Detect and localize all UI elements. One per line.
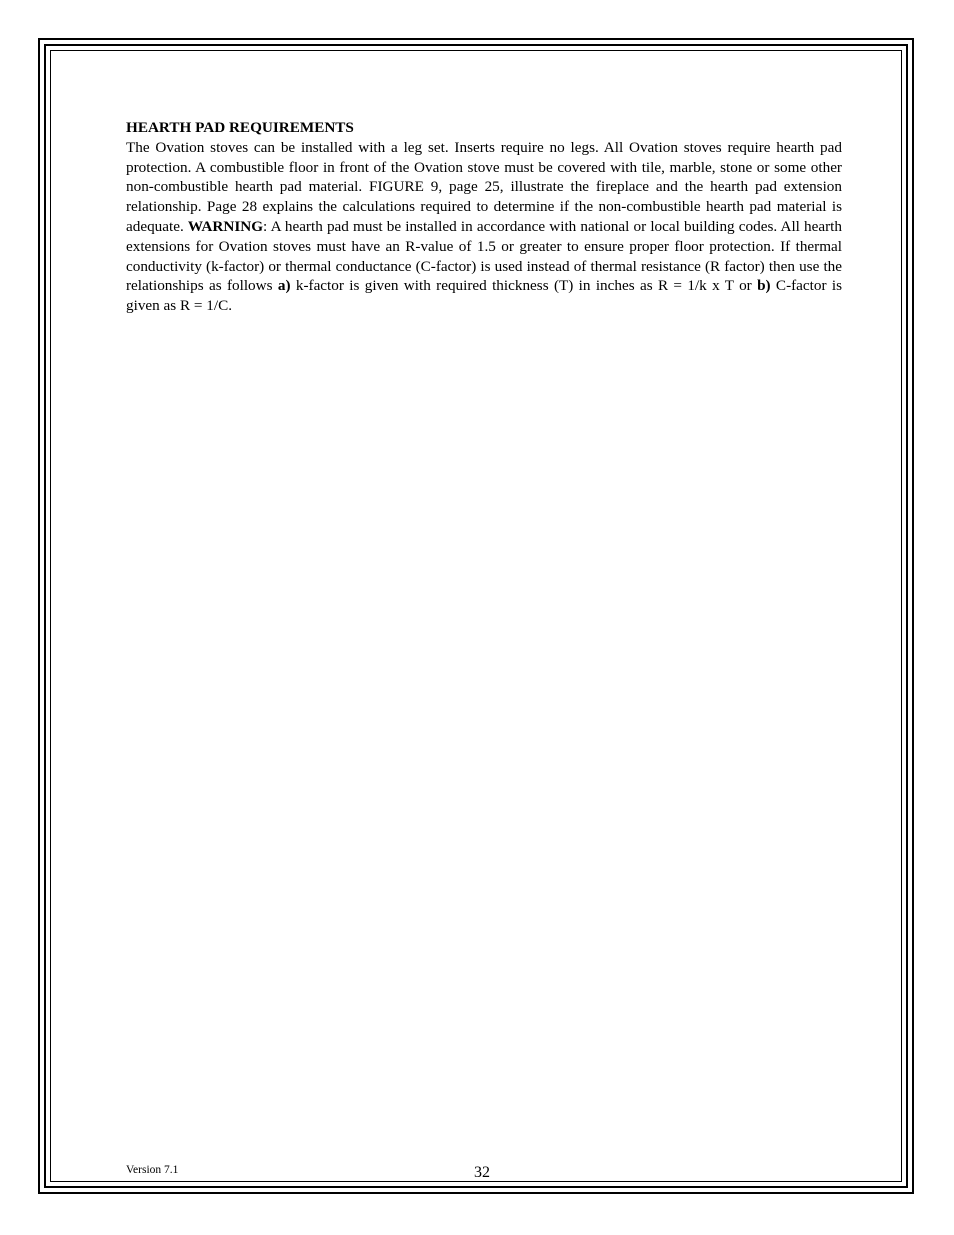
option-b-label: b) [757,277,771,295]
main-content [126,118,842,316]
page-number: 32 [474,1164,490,1181]
body-text-part1: The Ovation stoves can be installed with a leg set. Inserts require no legs. All Ovation stoves require hearth pad protection. A combustible floor in front of the Ovation stove must be covered with tile, marble, stone or some other non-combustible hearth pad material. FIGURE 9, page 25, illustrate the fireplace and the hearth pad extension relationship. Page 28 explains the calculations required to determine if the non-combustible hearth pad material is adequate. [126,138,842,235]
option-a-text: k-factor is given with required thickness (T) in inches as R = 1/k x T or [290,277,758,295]
version-label: Version 7.1 [126,1164,179,1176]
section-body [126,138,842,316]
option-b-text: C-factor is given as R = 1/C. [126,277,843,315]
body-text-part2: : A hearth pad must be installed in accordance with national or local building codes. All hearth extensions for Ovation stoves must have an R-value of 1.5 or greater to ensure proper floor protection. If thermal conductivity (k-factor) or thermal conductance (C-factor) is used instead of thermal resistance (R factor) then use the relationships as follows [126,217,842,295]
option-a-label: a) [277,277,291,295]
section-heading: HEARTH PAD REQUIREMENTS [126,119,354,136]
warning-label: WARNING [187,217,264,235]
